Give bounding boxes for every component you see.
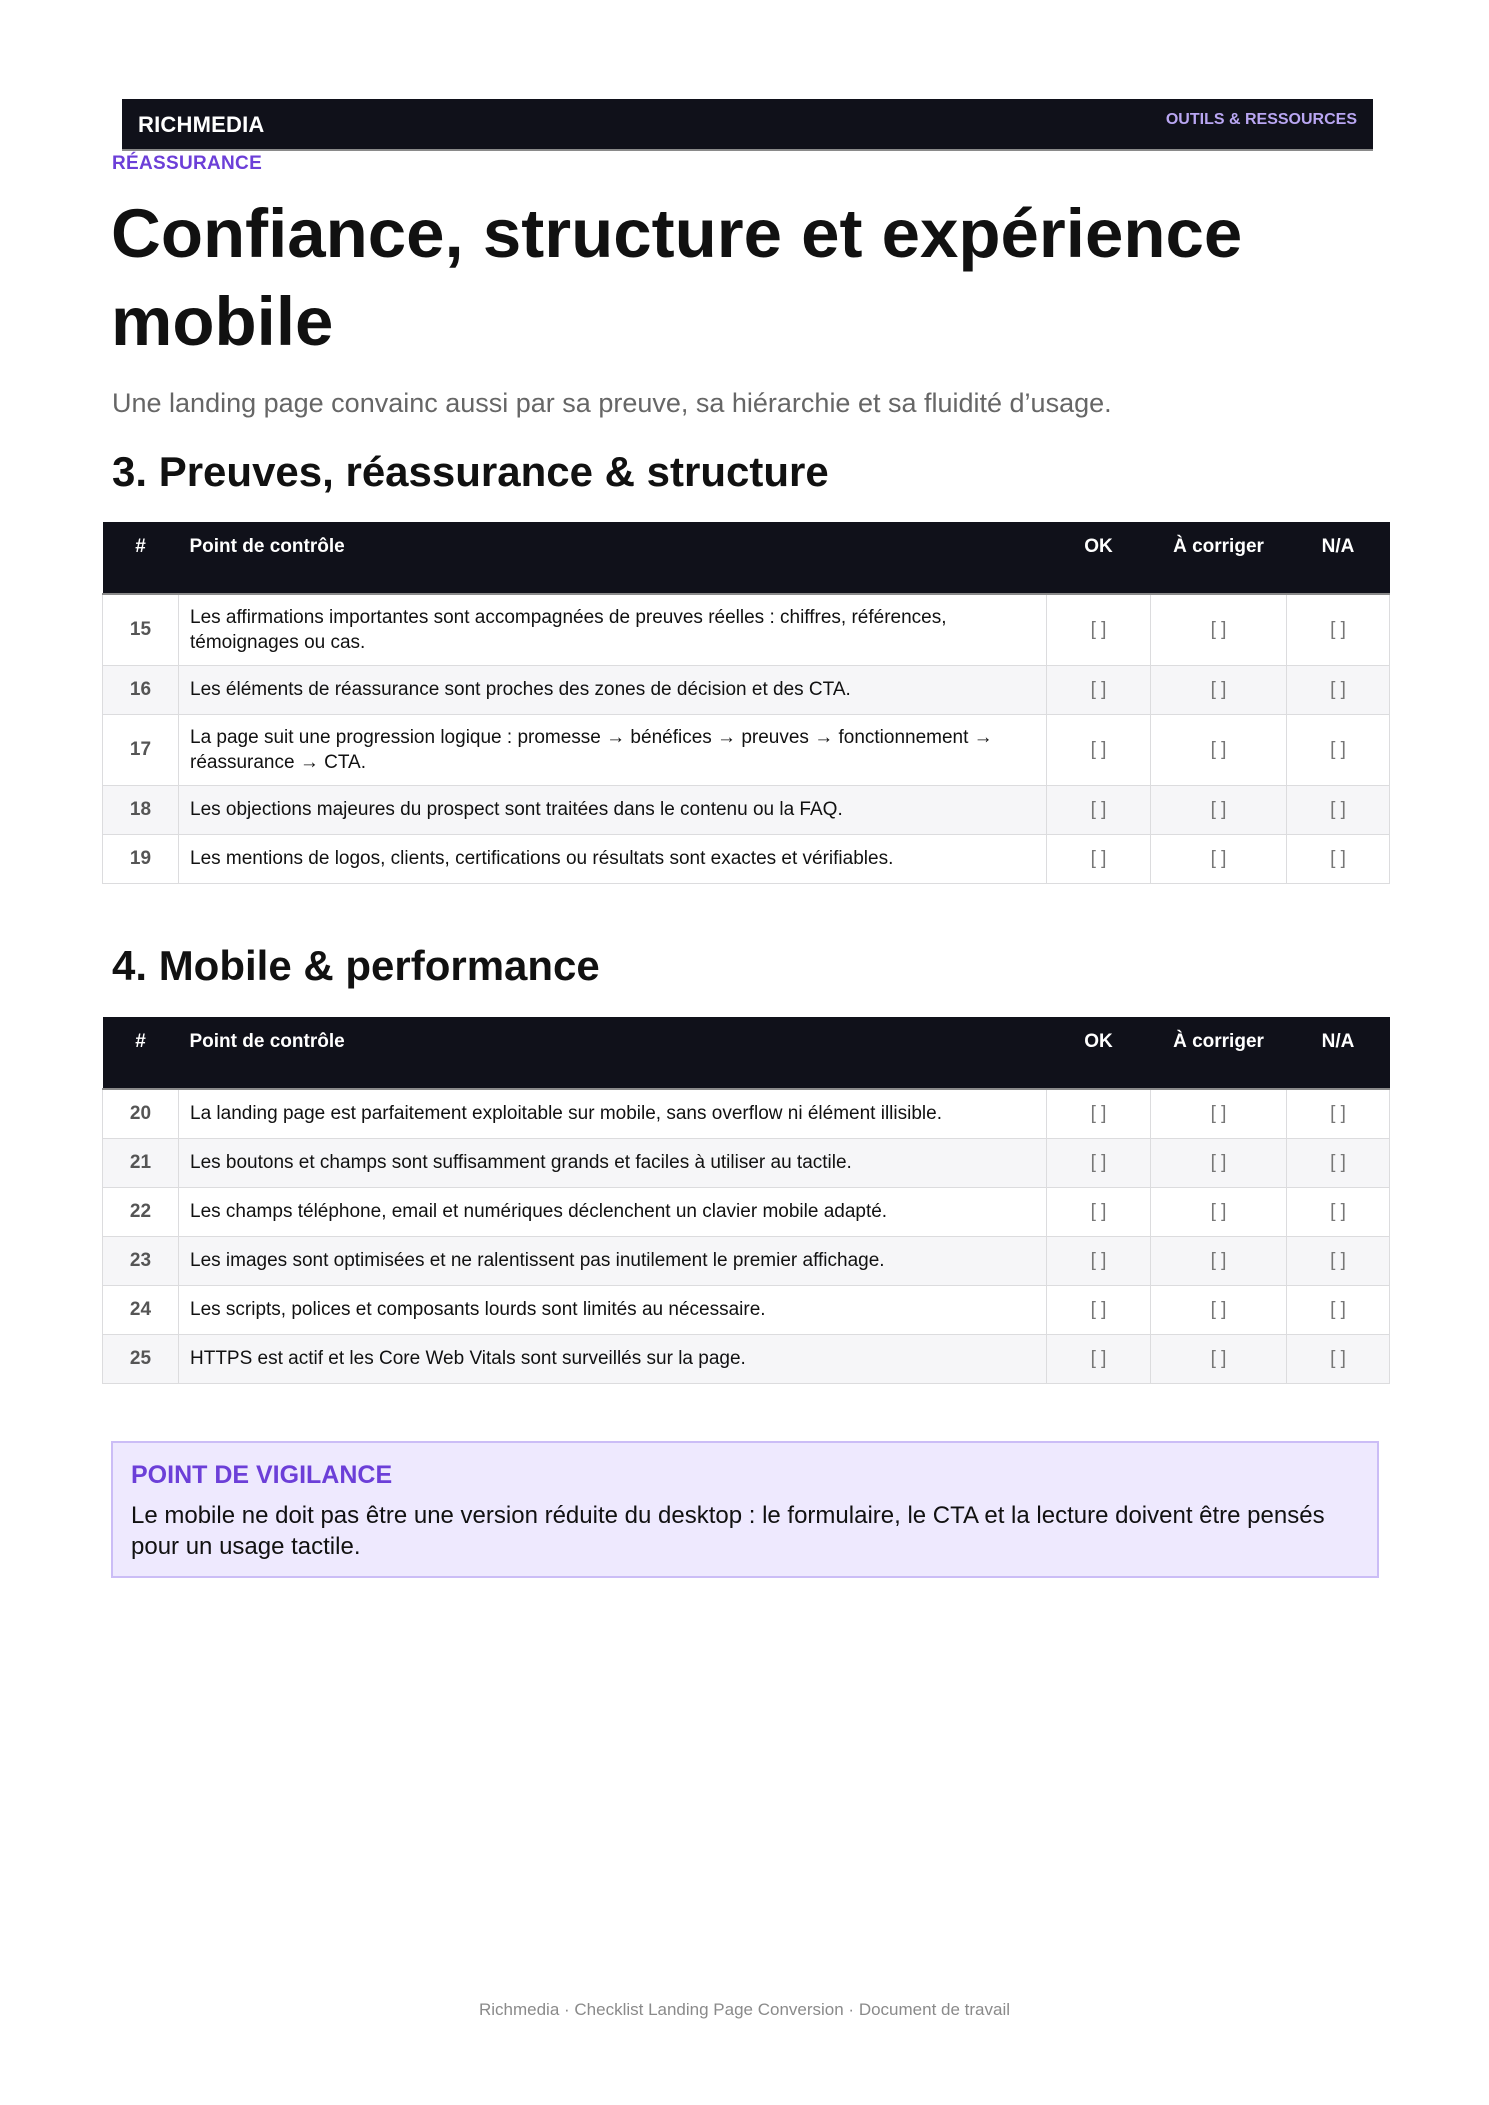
checkbox-ok[interactable]: [ ] [1047, 1236, 1151, 1285]
row-check-text: Les affirmations importantes sont accompagnées de preuves réelles : chiffres, références, témoignages ou cas. [179, 594, 1047, 665]
row-check-text: Les images sont optimisées et ne ralentissent pas inutilement le premier affichage. [179, 1236, 1047, 1285]
row-check-text: Les éléments de réassurance sont proches des zones de décision et des CTA. [179, 665, 1047, 714]
table-body [103, 594, 1390, 883]
checkbox-na[interactable]: [ ] [1287, 834, 1390, 883]
checkbox-ok[interactable]: [ ] [1047, 665, 1151, 714]
checkbox-ok[interactable]: [ ] [1047, 1285, 1151, 1334]
row-number: 25 [103, 1334, 179, 1383]
row-check-text: Les scripts, polices et composants lourds sont limités au nécessaire. [179, 1285, 1047, 1334]
checkbox-na[interactable]: [ ] [1287, 665, 1390, 714]
checkbox-na[interactable]: [ ] [1287, 594, 1390, 665]
row-number: 17 [103, 714, 179, 785]
column-header-number: # [103, 522, 179, 594]
checkbox-ok[interactable]: [ ] [1047, 1138, 1151, 1187]
table-header-row [103, 522, 1390, 594]
column-header-ok: OK [1047, 1017, 1151, 1089]
section-title-preuves: 3. Preuves, réassurance & structure [112, 448, 829, 495]
row-check-text: Les mentions de logos, clients, certifications ou résultats sont exactes et vérifiables. [179, 834, 1047, 883]
checkbox-na[interactable]: [ ] [1287, 1285, 1390, 1334]
column-header-point: Point de contrôle [179, 522, 1047, 594]
table-row [103, 1236, 1390, 1285]
row-number: 19 [103, 834, 179, 883]
brand-logo-text: RICHMEDIA [138, 112, 265, 137]
checkbox-fix[interactable]: [ ] [1151, 834, 1287, 883]
header-tag: OUTILS & RESSOURCES [1165, 111, 1357, 128]
checkbox-na[interactable]: [ ] [1287, 1187, 1390, 1236]
checkbox-fix[interactable]: [ ] [1151, 594, 1287, 665]
checkbox-ok[interactable]: [ ] [1047, 1089, 1151, 1138]
row-number: 15 [103, 594, 179, 665]
page-subtitle: Une landing page convainc aussi par sa preuve, sa hiérarchie et sa fluidité d’usage. [112, 388, 1112, 418]
checkbox-na[interactable]: [ ] [1287, 785, 1390, 834]
checkbox-fix[interactable]: [ ] [1151, 665, 1287, 714]
checkbox-na[interactable]: [ ] [1287, 1236, 1390, 1285]
checkbox-ok[interactable]: [ ] [1047, 834, 1151, 883]
row-number: 18 [103, 785, 179, 834]
checklist-table-preuves [102, 522, 1390, 884]
page-footer: Richmedia · Checklist Landing Page Conversion · Document de travail [478, 2000, 1011, 2019]
table-row [103, 665, 1390, 714]
column-header-ok: OK [1047, 522, 1151, 594]
column-header-na: N/A [1287, 522, 1390, 594]
checkbox-fix[interactable]: [ ] [1151, 1334, 1287, 1383]
table-row [103, 594, 1390, 665]
table-row [103, 714, 1390, 785]
row-check-text: Les champs téléphone, email et numériques déclenchent un clavier mobile adapté. [179, 1187, 1047, 1236]
checklist-table-mobile [102, 1017, 1390, 1384]
header-bar [122, 99, 1373, 151]
column-header-fix: À corriger [1151, 1017, 1287, 1089]
table-row [103, 1285, 1390, 1334]
table-row [103, 1334, 1390, 1383]
page-title: Confiance, structure et expérience mobile [111, 195, 1243, 360]
checkbox-ok[interactable]: [ ] [1047, 1187, 1151, 1236]
checkbox-fix[interactable]: [ ] [1151, 1236, 1287, 1285]
checkbox-fix[interactable]: [ ] [1151, 1285, 1287, 1334]
row-number: 20 [103, 1089, 179, 1138]
row-check-text: La landing page est parfaitement exploitable sur mobile, sans overflow ni élément illisible. [179, 1089, 1047, 1138]
checkbox-na[interactable]: [ ] [1287, 1089, 1390, 1138]
row-check-text: Les objections majeures du prospect sont traitées dans le contenu ou la FAQ. [179, 785, 1047, 834]
eyebrow-label: RÉASSURANCE [112, 153, 263, 174]
column-header-na: N/A [1287, 1017, 1390, 1089]
table-body [103, 1089, 1390, 1383]
checkbox-ok[interactable]: [ ] [1047, 714, 1151, 785]
row-number: 24 [103, 1285, 179, 1334]
checkbox-fix[interactable]: [ ] [1151, 785, 1287, 834]
checkbox-fix[interactable]: [ ] [1151, 1089, 1287, 1138]
table-row [103, 1138, 1390, 1187]
row-check-text: Les boutons et champs sont suffisamment grands et faciles à utiliser au tactile. [179, 1138, 1047, 1187]
section-title-mobile: 4. Mobile & performance [112, 942, 600, 989]
table-row [103, 1089, 1390, 1138]
table-row [103, 834, 1390, 883]
row-number: 22 [103, 1187, 179, 1236]
checkbox-fix[interactable]: [ ] [1151, 714, 1287, 785]
row-number: 16 [103, 665, 179, 714]
checkbox-ok[interactable]: [ ] [1047, 785, 1151, 834]
checkbox-na[interactable]: [ ] [1287, 1138, 1390, 1187]
row-number: 21 [103, 1138, 179, 1187]
checkbox-na[interactable]: [ ] [1287, 714, 1390, 785]
row-check-text: La page suit une progression logique : promesse → bénéfices → preuves → fonctionnement → réassurance → CTA. [179, 714, 1047, 785]
checkbox-fix[interactable]: [ ] [1151, 1187, 1287, 1236]
checkbox-fix[interactable]: [ ] [1151, 1138, 1287, 1187]
row-check-text: HTTPS est actif et les Core Web Vitals sont surveillés sur la page. [179, 1334, 1047, 1383]
column-header-fix: À corriger [1151, 522, 1287, 594]
table-row [103, 785, 1390, 834]
checkbox-ok[interactable]: [ ] [1047, 1334, 1151, 1383]
column-header-point: Point de contrôle [179, 1017, 1047, 1089]
table-header-row [103, 1017, 1390, 1089]
table-row [103, 1187, 1390, 1236]
callout-text: Le mobile ne doit pas être une version réduite du desktop : le formulaire, le CTA et la lecture doivent être pensés pour un usage tactile. [131, 1502, 1325, 1560]
column-header-number: # [103, 1017, 179, 1089]
callout-title: POINT DE VIGILANCE [131, 1461, 393, 1489]
checkbox-na[interactable]: [ ] [1287, 1334, 1390, 1383]
checkbox-ok[interactable]: [ ] [1047, 594, 1151, 665]
row-number: 23 [103, 1236, 179, 1285]
vigilance-callout [111, 1441, 1379, 1578]
